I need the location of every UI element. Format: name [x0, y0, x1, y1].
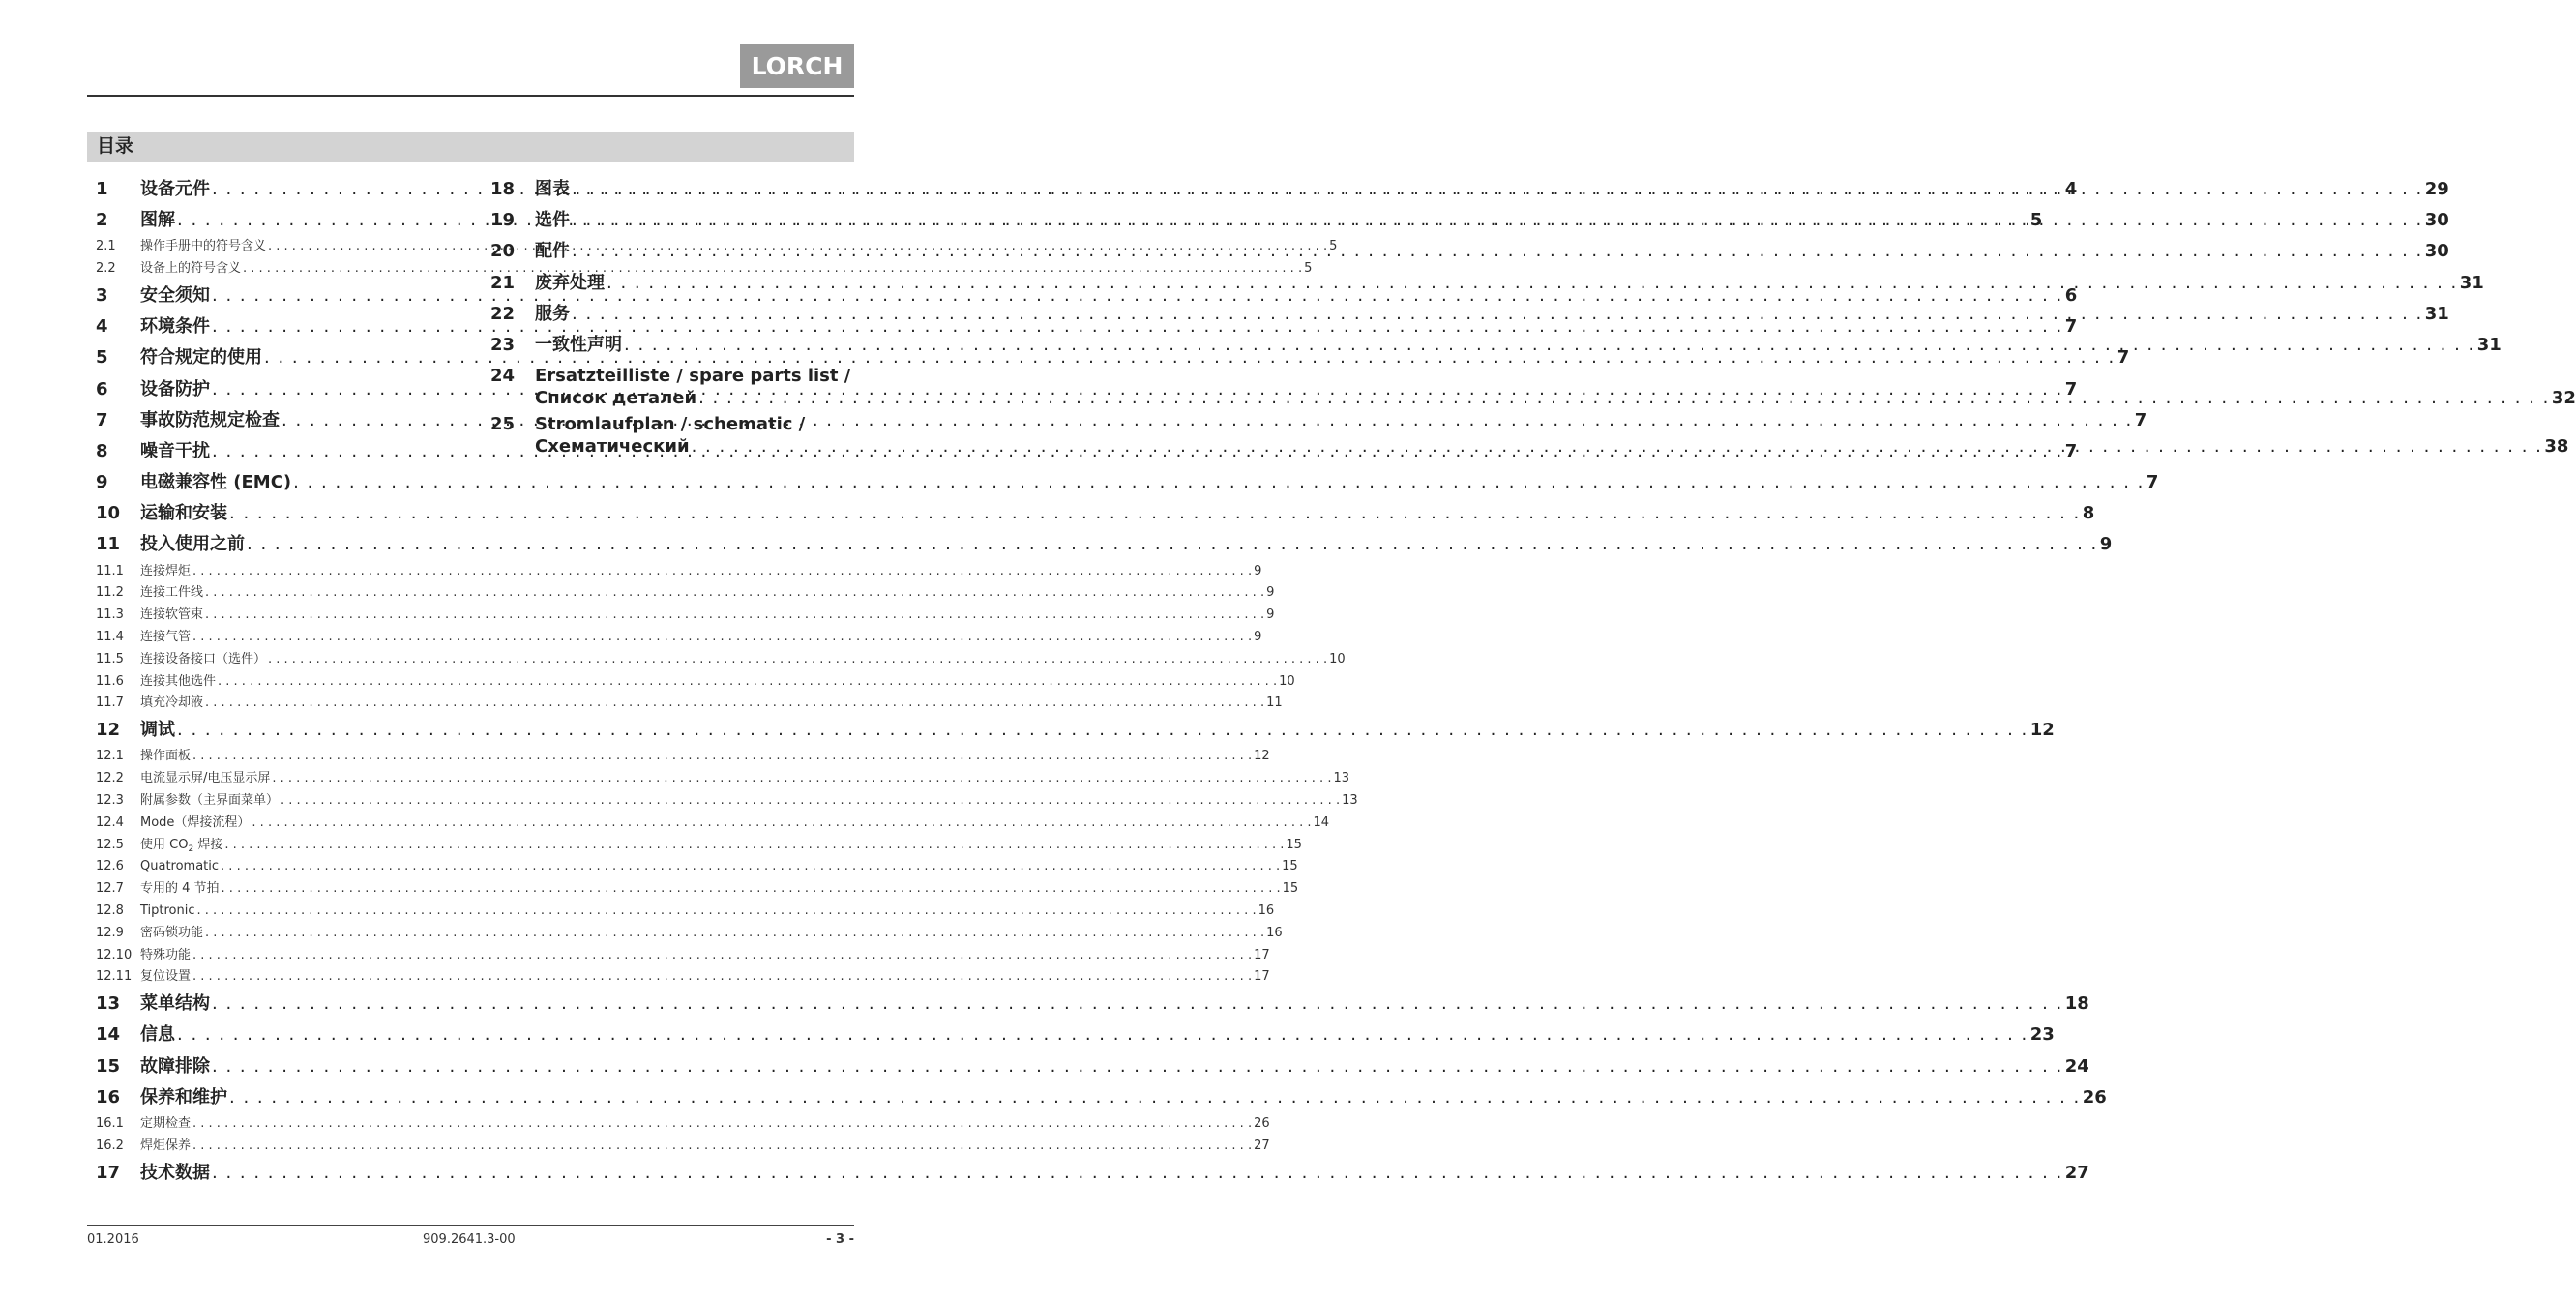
dot-leader: [572, 236, 2423, 267]
toc-entry-page: 13: [1333, 771, 1350, 786]
toc-entry-11-6[interactable]: [96, 671, 1295, 694]
footer-rule: [87, 1225, 854, 1226]
toc-entry-number: 13: [96, 993, 121, 1015]
dot-leader: [192, 1113, 1252, 1136]
toc-entry-title: Mode（焊接流程）: [140, 814, 251, 830]
toc-entry-22[interactable]: [490, 299, 2449, 330]
toc-entry-13[interactable]: [96, 989, 2089, 1019]
dot-leader: [212, 1158, 2063, 1189]
toc-entry-title: 专用的 4 节拍: [140, 881, 220, 897]
toc-entry-title: 操作面板: [140, 749, 192, 764]
toc-entry-title: 复位设置: [140, 969, 192, 985]
dot-leader: [197, 901, 1257, 923]
toc-entry-16[interactable]: [96, 1082, 2107, 1113]
toc-entry-page: 26: [1254, 1115, 1270, 1131]
toc-entry-page: 9: [1266, 607, 1275, 623]
toc-entry-title: 附属参数（主界面菜单）: [140, 793, 280, 809]
toc-entry-page: 17: [1254, 947, 1270, 962]
toc-entry-page: 9: [1254, 563, 1262, 578]
toc-column-right: [490, 174, 2576, 458]
toc-entry-page: 9: [1266, 585, 1275, 601]
toc-entry-12-2[interactable]: [96, 768, 1350, 790]
toc-entry-page: 8: [2082, 503, 2095, 524]
toc-entry-title: 服务: [535, 303, 570, 324]
toc-entry-title-line1: Stromlaufplan / schematic /: [535, 414, 806, 435]
toc-entry-12-9[interactable]: [96, 923, 1283, 945]
toc-entry-title: 图表: [535, 179, 570, 199]
toc-entry-title: Quatromatic: [140, 859, 220, 874]
toc-entry-20[interactable]: [490, 236, 2449, 267]
toc-entry-18[interactable]: [490, 174, 2449, 205]
toc-entry-number: 7: [96, 409, 108, 430]
toc-entry-page: 9: [2099, 534, 2113, 555]
dot-leader: [692, 435, 2543, 458]
toc-entry-title: 废弃处理: [535, 272, 605, 293]
toc-entry-number: 12.3: [96, 793, 124, 809]
toc-entry-title: 连接焊炬: [140, 563, 192, 578]
subscript: 2: [188, 843, 194, 854]
toc-entry-title: 连接其他选件: [140, 673, 217, 689]
toc-entry-title: 操作手册中的符号含义: [140, 239, 267, 254]
toc-entry-page: 9: [1254, 630, 1262, 645]
toc-entry-number: 12.6: [96, 859, 124, 874]
toc-entry-page: 27: [1254, 1138, 1270, 1153]
dot-leader: [247, 529, 2098, 560]
toc-entry-number: 12.9: [96, 925, 124, 940]
toc-entry-25[interactable]: [490, 413, 2569, 458]
toc-entry-page: 7: [2134, 409, 2147, 430]
toc-entry-page: 18: [2064, 993, 2089, 1015]
toc-entry-title: 填充冷却液: [140, 695, 204, 711]
toc-entry-title: 连接设备接口（选件）: [140, 651, 267, 666]
toc-entry-number: 12.4: [96, 814, 124, 830]
toc-entry-title-line1: Ersatzteilliste / spare parts list /: [535, 366, 851, 387]
toc-entry-title: 一致性声明: [535, 334, 622, 355]
toc-entry-title: 故障排除: [140, 1055, 210, 1077]
dot-leader: [205, 582, 1264, 605]
toc-entry-title: 调试: [140, 720, 175, 741]
toc-entry-12-6[interactable]: [96, 856, 1298, 878]
toc-entry-title: 定期检查: [140, 1115, 192, 1131]
toc-entry-number: 15: [96, 1055, 121, 1077]
toc-entry-number: 12.1: [96, 749, 124, 764]
toc-entry-number: 4: [96, 316, 108, 338]
header-rule: [87, 95, 854, 97]
toc-entry-number: 2: [96, 210, 108, 231]
toc-entry-12-5[interactable]: [96, 835, 1302, 857]
toc-entry-number: 11.1: [96, 563, 124, 578]
toc-entry-title: 运输和安装: [140, 503, 227, 524]
toc-entry-page: 7: [2064, 378, 2078, 399]
toc-entry-11[interactable]: [96, 529, 2113, 560]
dot-leader: [205, 693, 1264, 715]
dot-leader: [252, 812, 1311, 835]
toc-entry-page: 10: [1329, 651, 1346, 666]
toc-entry-title: 密码锁功能: [140, 925, 204, 940]
dot-leader: [192, 746, 1252, 768]
toc-entry-number: 12.10: [96, 947, 133, 962]
toc-entry-page: 30: [2424, 241, 2449, 262]
toc-entry-12-3[interactable]: [96, 790, 1358, 812]
toc-entry-title-line2: Список деталей: [535, 388, 697, 409]
toc-entry-15[interactable]: [96, 1051, 2089, 1082]
dot-leader: [293, 467, 2145, 498]
dot-leader: [192, 966, 1252, 989]
toc-entry-number: 9: [96, 472, 108, 493]
toc-entry-title: 事故防范规定检查: [140, 409, 280, 430]
toc-entry-2-2[interactable]: [96, 258, 1313, 281]
toc-entry-number: 25: [490, 414, 516, 435]
dot-leader: [192, 945, 1252, 967]
toc-entry-title: 连接软管束: [140, 607, 204, 623]
toc-entry-17[interactable]: [96, 1158, 2089, 1189]
toc-entry-number: 21: [490, 272, 516, 293]
dot-leader: [268, 649, 1327, 671]
toc-entry-number: 6: [96, 378, 108, 399]
toc-entry-number: 12.2: [96, 771, 124, 786]
toc-entry-number: 11: [96, 534, 121, 555]
toc-entry-number: 11.5: [96, 651, 124, 666]
toc-entry-12-10[interactable]: [96, 945, 1270, 967]
toc-entry-page: 31: [2424, 303, 2449, 324]
toc-entry-9[interactable]: [96, 467, 2159, 498]
toc-entry-12[interactable]: [96, 715, 2055, 746]
toc-entry-title: 设备元件: [140, 179, 210, 199]
toc-entry-14[interactable]: [96, 1019, 2055, 1050]
dot-leader: [229, 1082, 2081, 1113]
dot-leader: [572, 299, 2423, 330]
toc-entry-title: 配件: [535, 241, 570, 262]
toc-entry-title: 选件: [535, 210, 570, 231]
toc-entry-number: 5: [96, 347, 108, 369]
toc-entry-number: 16.2: [96, 1138, 124, 1153]
footer-page-number: - 3 -: [826, 1232, 854, 1247]
toc-entry-16-2[interactable]: [96, 1136, 1270, 1158]
dot-leader: [224, 835, 1284, 857]
toc-entry-number: 1: [96, 179, 108, 199]
toc-entry-number: 17: [96, 1162, 121, 1183]
toc-entry-page: 15: [1282, 881, 1299, 897]
toc-entry-24[interactable]: [490, 365, 2576, 409]
toc-entry-title: 符合规定的使用: [140, 347, 262, 369]
toc-entry-page: 31: [2476, 334, 2502, 355]
toc-entry-page: 32: [2551, 388, 2576, 409]
toc-entry-page: 13: [1342, 793, 1358, 809]
toc-entry-number: 11.4: [96, 630, 124, 645]
dot-leader: [212, 989, 2063, 1019]
toc-entry-page: 17: [1254, 969, 1270, 985]
toc-entry-title: 菜单结构: [140, 993, 210, 1015]
toc-entry-number: 18: [490, 179, 516, 199]
toc-entry-title: Tiptronic: [140, 903, 195, 918]
dot-leader: [572, 174, 2423, 205]
toc-entry-title: 设备防护: [140, 378, 210, 399]
toc-entry-title: 环境条件: [140, 316, 210, 338]
toc-entry-number: 19: [490, 210, 516, 231]
toc-entry-title: 图解: [140, 210, 175, 231]
toc-entry-title: 投入使用之前: [140, 534, 245, 555]
dot-leader: [229, 498, 2081, 529]
toc-entry-page: 15: [1282, 859, 1298, 874]
dot-leader: [624, 330, 2475, 361]
toc-entry-11-1[interactable]: [96, 561, 1262, 583]
toc-entry-number: 12: [96, 720, 121, 741]
dot-leader: [222, 878, 1281, 901]
footer-date: 01.2016: [87, 1232, 139, 1247]
toc-entry-11-7[interactable]: [96, 693, 1283, 715]
toc-entry-number: 23: [490, 334, 516, 355]
toc-entry-page: 5: [1304, 261, 1313, 277]
dot-leader: [272, 768, 1331, 790]
toc-entry-title: 电流显示屏/电压显示屏: [140, 771, 271, 786]
toc-entry-page: 16: [1258, 903, 1275, 918]
toc-entry-number: 12.8: [96, 903, 124, 918]
toc-entry-number: 12.7: [96, 881, 124, 897]
toc-entry-page: 14: [1313, 814, 1330, 830]
toc-entry-title: 保养和维护: [140, 1086, 227, 1108]
toc-entry-11-2[interactable]: [96, 582, 1275, 605]
toc-entry-number: 11.2: [96, 585, 124, 601]
toc-entry-page: 15: [1286, 837, 1302, 852]
toc-entry-page: 23: [2029, 1024, 2055, 1046]
toc-entry-page: 10: [1279, 673, 1295, 689]
toc-entry-page: 4: [2064, 179, 2078, 199]
toc-entry-page: 27: [2064, 1162, 2089, 1183]
toc-entry-number: 14: [96, 1024, 121, 1046]
toc-entry-page: 29: [2424, 179, 2449, 199]
toc-entry-number: 3: [96, 284, 108, 306]
toc-entry-11-5[interactable]: [96, 649, 1346, 671]
lorch-logo: LORCH: [740, 44, 854, 88]
toc-entry-page: 12: [2029, 720, 2055, 741]
toc-entry-title-wrap: [535, 413, 2568, 458]
toc-entry-16-1[interactable]: [96, 1113, 1270, 1136]
dot-leader: [218, 671, 1277, 694]
toc-entry-title-line2-row: [535, 387, 2576, 409]
dot-leader: [607, 268, 2458, 299]
toc-entry-19[interactable]: [490, 205, 2449, 236]
toc-entry-page: 7: [2117, 347, 2130, 369]
toc-entry-page: 7: [2064, 440, 2078, 461]
dot-leader: [572, 205, 2423, 236]
toc-entry-title: 噪音干扰: [140, 440, 210, 461]
dot-leader: [698, 387, 2550, 409]
dot-leader: [205, 923, 1264, 945]
toc-entry-title-line2-row: [535, 435, 2568, 458]
dot-leader: [281, 790, 1340, 812]
dot-leader: [192, 627, 1252, 649]
toc-entry-number: 2.2: [96, 261, 116, 277]
dot-leader: [205, 605, 1264, 627]
toc-entry-10[interactable]: [96, 498, 2095, 529]
toc-entry-12-4[interactable]: [96, 812, 1330, 835]
toc-entry-page: 38: [2544, 436, 2569, 458]
toc-entry-number: 24: [490, 366, 516, 387]
toc-heading: 目录: [87, 132, 854, 162]
toc-entry-11-4[interactable]: [96, 627, 1262, 649]
toc-entry-title: 信息: [140, 1024, 175, 1046]
toc-entry-page: 16: [1266, 925, 1283, 940]
toc-entry-page: 31: [2459, 272, 2484, 293]
toc-entry-page: 26: [2082, 1086, 2107, 1108]
dot-leader: [177, 1019, 2028, 1050]
dot-leader: [221, 856, 1280, 878]
dot-leader: [192, 561, 1252, 583]
toc-entry-number: 10: [96, 503, 121, 524]
toc-entry-title-part: 使用 CO: [140, 837, 189, 852]
toc-entry-title: 焊炬保养: [140, 1138, 192, 1153]
toc-entry-title: 电磁兼容性 (EMC): [140, 472, 292, 493]
toc-entry-title: 连接气管: [140, 630, 192, 645]
dot-leader: [212, 1051, 2063, 1082]
toc-entry-12-8[interactable]: [96, 901, 1275, 923]
toc-entry-number: 12.11: [96, 969, 133, 985]
toc-entry-title: 安全须知: [140, 284, 210, 306]
toc-entry-title-part: 焊接: [193, 837, 223, 852]
toc-entry-number: 11.7: [96, 695, 124, 711]
toc-entry-page: 7: [2146, 472, 2159, 493]
toc-entry-number: 12.5: [96, 837, 124, 852]
toc-entry-title: 特殊功能: [140, 947, 192, 962]
toc-entry-page: 5: [2029, 210, 2043, 231]
toc-entry-page: 7: [2064, 316, 2078, 338]
toc-entry-12-7[interactable]: [96, 878, 1299, 901]
toc-entry-number: 2.1: [96, 239, 116, 254]
toc-entry-title-wrap: [535, 365, 2576, 409]
toc-entry-number: 11.3: [96, 607, 124, 623]
toc-entry-page: 5: [1329, 239, 1338, 254]
toc-entry-page: 11: [1266, 695, 1283, 711]
toc-entry-12-1[interactable]: [96, 746, 1270, 768]
toc-entry-page: 30: [2424, 210, 2449, 231]
dot-leader: [192, 1136, 1252, 1158]
toc-entry-number: 16: [96, 1086, 121, 1108]
toc-entry-title-line2: Схематический: [535, 436, 690, 458]
footer-doc-code: 909.2641.3-00: [423, 1232, 516, 1247]
toc-entry-number: 20: [490, 241, 516, 262]
toc-entry-title: 技术数据: [140, 1162, 210, 1183]
toc-entry-number: 11.6: [96, 673, 124, 689]
toc-entry-21[interactable]: [490, 268, 2484, 299]
toc-entry-page: 12: [1254, 749, 1270, 764]
toc-entry-number: 8: [96, 440, 108, 461]
toc-entry-23[interactable]: [490, 330, 2502, 361]
toc-entry-12-11[interactable]: [96, 966, 1270, 989]
toc-entry-page: 24: [2064, 1055, 2089, 1077]
toc-entry-number: 16.1: [96, 1115, 124, 1131]
toc-entry-title: 设备上的符号含义: [140, 261, 242, 277]
toc-entry-title: 连接工件线: [140, 585, 204, 601]
toc-entry-number: 22: [490, 303, 516, 324]
dot-leader: [177, 715, 2028, 746]
toc-entry-11-3[interactable]: [96, 605, 1275, 627]
toc-entry-page: 6: [2064, 284, 2078, 306]
